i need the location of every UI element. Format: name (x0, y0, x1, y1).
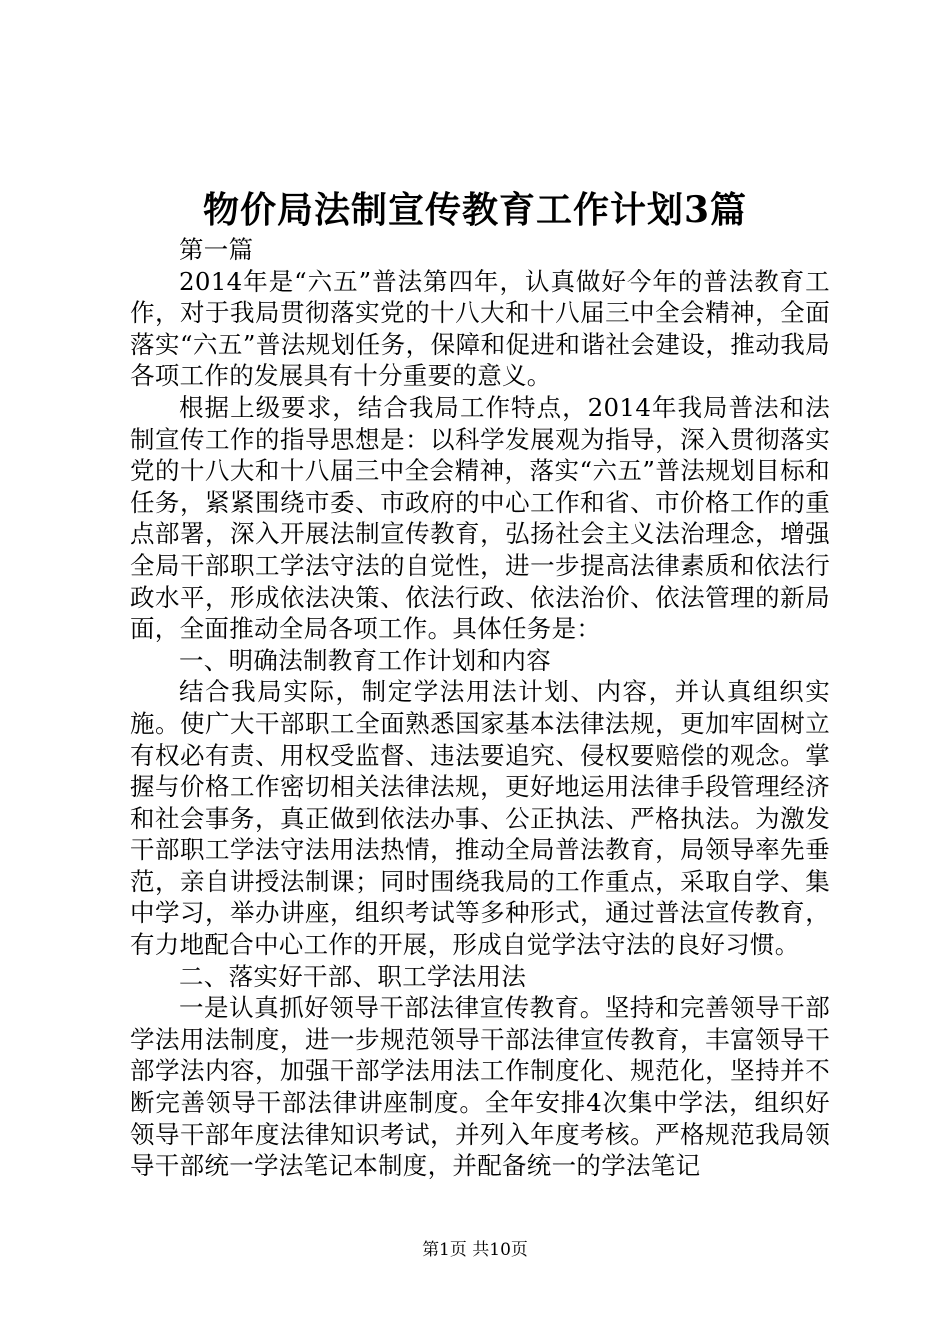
paragraph-heading-1: 一、明确法制教育工作计划和内容 (179, 645, 551, 675)
paragraph-intro: 2014年是“六五”普法第四年，认真做好今年的普法教育工作，对于我局贯彻落实党的十八大和十八届三中全会精神，全面落实“六五”普法规划任务，保障和促进和谐社会建设，推动我局各项工作的发展具有十分重要的意义。 (130, 266, 830, 391)
document-body (130, 234, 830, 1182)
paragraph-section-heading: 第一篇 (179, 235, 254, 264)
page-footer: 第1页 共10页 (422, 1240, 528, 1260)
paragraph-guiding-ideology: 根据上级要求，结合我局工作特点，2014年我局普法和法制宣传工作的指导思想是：以科学发展观为指导，深入贯彻落实党的十八大和十八届三中全会精神，落实“六五”普法规划目标和任务，紧紧围绕市委、市政府的中心工作和省、市价格工作的重点部署，深入开展法制宣传教育，弘扬社会主义法治理念，增强全局干部职工学法守法的自觉性，进一步提高法律素质和依法行政水平，形成依法决策、依法行政、依法治价、依法管理的新局面，全面推动全局各项工作。具体任务是： (130, 392, 830, 644)
paragraph-plan-content: 结合我局实际，制定学法用法计划、内容，并认真组织实施。使广大干部职工全面熟悉国家基本法律法规，更加牢固树立有权必有责、用权受监督、违法要追究、侵权要赔偿的观念。掌握与价格工作密切相关法律法规，更好地运用法律手段管理经济和社会事务，真正做到依法办事、公正执法、严格执法。为激发干部职工学法守法用法热情，推动全局普法教育，局领导率先垂范，亲自讲授法制课；同时围绕我局的工作重点，采取自学、集中学习，举办讲座，组织考试等多种形式，通过普法宣传教育，有力地配合中心工作的开展，形成自觉学法守法的良好习惯。 (130, 677, 830, 960)
paragraph-leadership-education: 一是认真抓好领导干部法律宣传教育。坚持和完善领导干部学法用法制度，进一步规范领导干部法律宣传教育，丰富领导干部学法内容，加强干部学法用法工作制度化、规范化，坚持并不断完善领导干部法律讲座制度。全年安排4次集中学法，组织好领导干部年度法律知识考试，并列入年度考核。严格规范我局领导干部统一学法笔记本制度，并配备统一的学法笔记 (130, 993, 830, 1181)
paragraph-heading-2: 二、落实好干部、职工学法用法 (179, 961, 527, 991)
document-title: 物价局法制宣传教育工作计划3篇 (202, 189, 748, 231)
